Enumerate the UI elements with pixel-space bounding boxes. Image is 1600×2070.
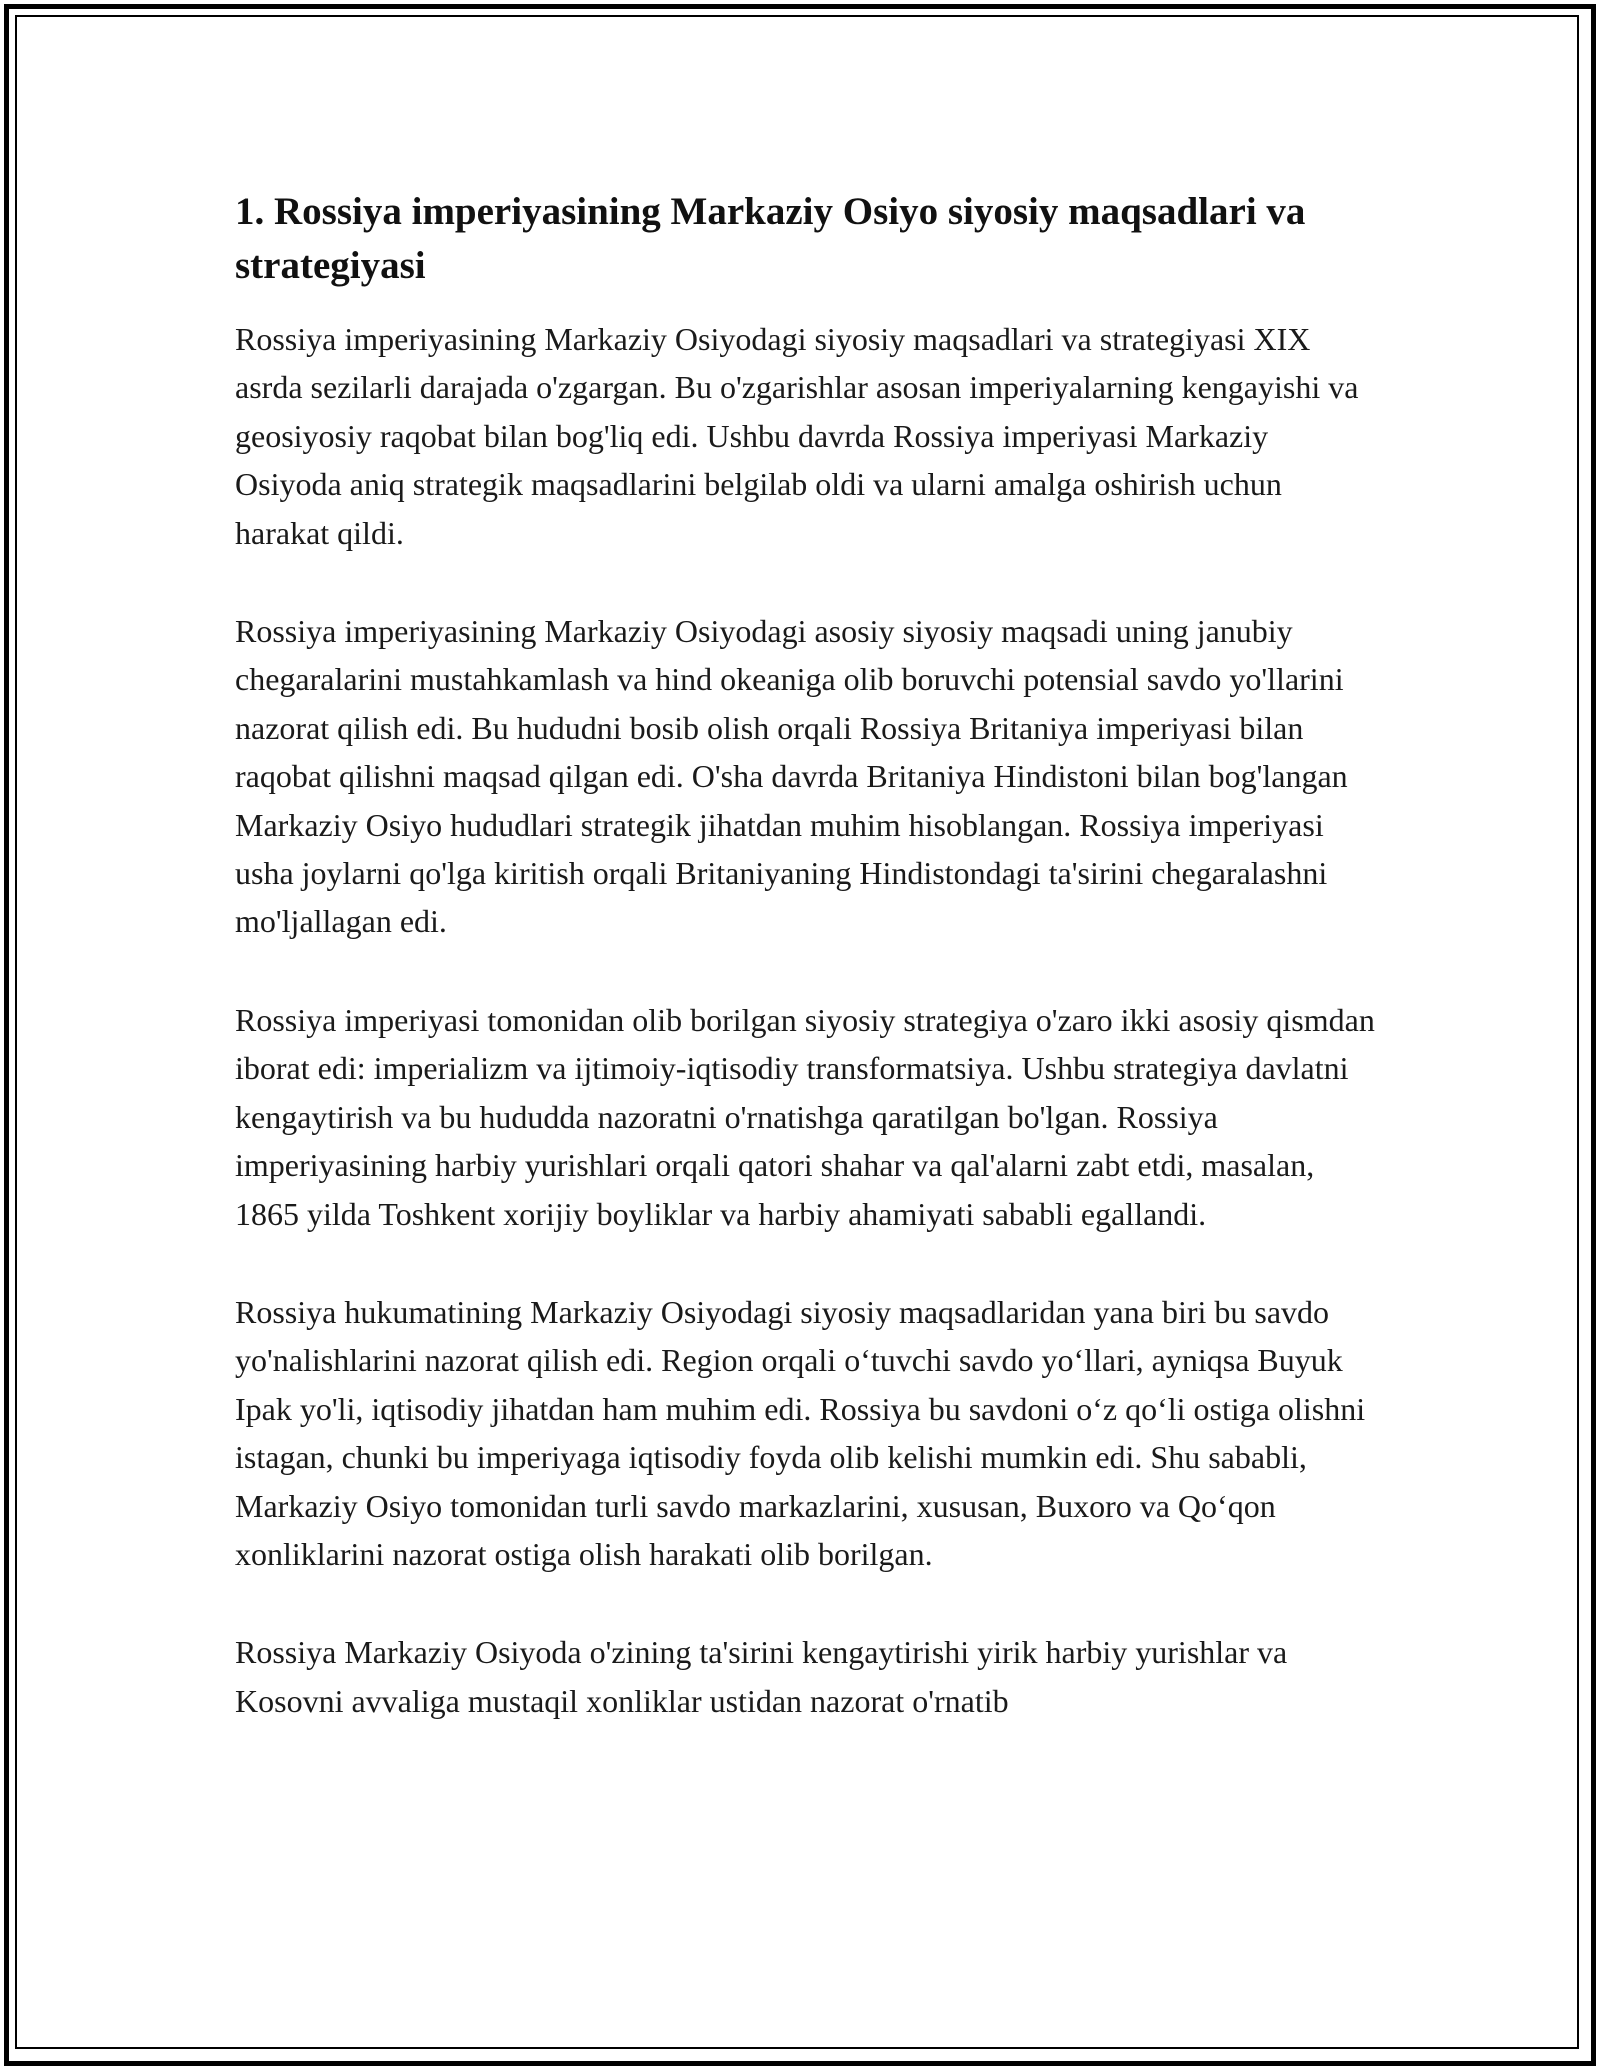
section-heading: 1. Rossiya imperiyasining Markaziy Osiyo siyosiy maqsadlari va strategiyasi: [235, 190, 1306, 287]
paragraph-5: Rossiya Markaziy Osiyoda o'zining ta'sirini kengaytirishi yirik harbiy yurishlar va Kosovni avvaliga mustaqil xonliklar ustidan nazorat o'rnatib: [235, 1634, 1288, 1719]
paragraph-4: Rossiya hukumatining Markaziy Osiyodagi siyosiy maqsadlaridan yana biri bu savdo yo'nalishlarini nazorat qilish edi. Region orqali o‘tuvchi savdo yo‘llari, ayniqsa Buyuk Ipak yo'li, iqtisodiy jihatdan ham muhim edi. Rossiya bu savdoni o‘z qo‘li ostiga olishni istagan, chunki bu imperiyaga iqtisodiy foyda olib kelishi mumkin edi. Shu sababli, Markaziy Osiyo tomonidan turli savdo markazlarini, xususan, Buxoro va Qo‘qon xonliklarini nazorat ostiga olish harakati olib borilgan.: [235, 1293, 1366, 1572]
paragraph-3: Rossiya imperiyasi tomonidan olib borilgan siyosiy strategiya o'zaro ikki asosiy qismdan iborat edi: imperializm va ijtimoiy-iqtisodiy transformatsiya. Ushbu strategiya davlatni kengaytirish va bu hududda nazoratni o'rnatishga qaratilgan bo'lgan. Rossiya imperiyasining harbiy yurishlari orqali qatori shahar va qal'alarni zabt etdi, masalan, 1865 yilda Toshkent xorijiy boyliklar va harbiy ahamiyati sababli egallandi.: [235, 1001, 1375, 1232]
paragraph-1: Rossiya imperiyasining Markaziy Osiyodagi siyosiy maqsadlari va strategiyasi XIX asrda sezilarli darajada o'zgargan. Bu o'zgarishlar asosan imperiyalarning kengayishi va geosiyosiy raqobat bilan bog'liq edi. Ushbu davrda Rossiya imperiyasi Markaziy Osiyoda aniq strategik maqsadlarini belgilab oldi va ularni amalga oshirish uchun harakat qildi.: [235, 321, 1359, 551]
document-body: [235, 185, 1375, 1775]
paragraph-2: Rossiya imperiyasining Markaziy Osiyodagi asosiy siyosiy maqsadi uning janubiy chegaralarini mustahkamlash va hind okeaniga olib boruvchi potensial savdo yo'llarini nazorat qilish edi. Bu hududni bosib olish orqali Rossiya Britaniya imperiyasi bilan raqobat qilishni maqsad qilgan edi. O'sha davrda Britaniya Hindistoni bilan bog'langan Markaziy Osiyo hududlari strategik jihatdan muhim hisoblangan. Rossiya imperiyasi usha joylarni qo'lga kiritish orqali Britaniyaning Hindistondagi ta'sirini chegaralashni mo'ljallagan edi.: [235, 613, 1348, 940]
